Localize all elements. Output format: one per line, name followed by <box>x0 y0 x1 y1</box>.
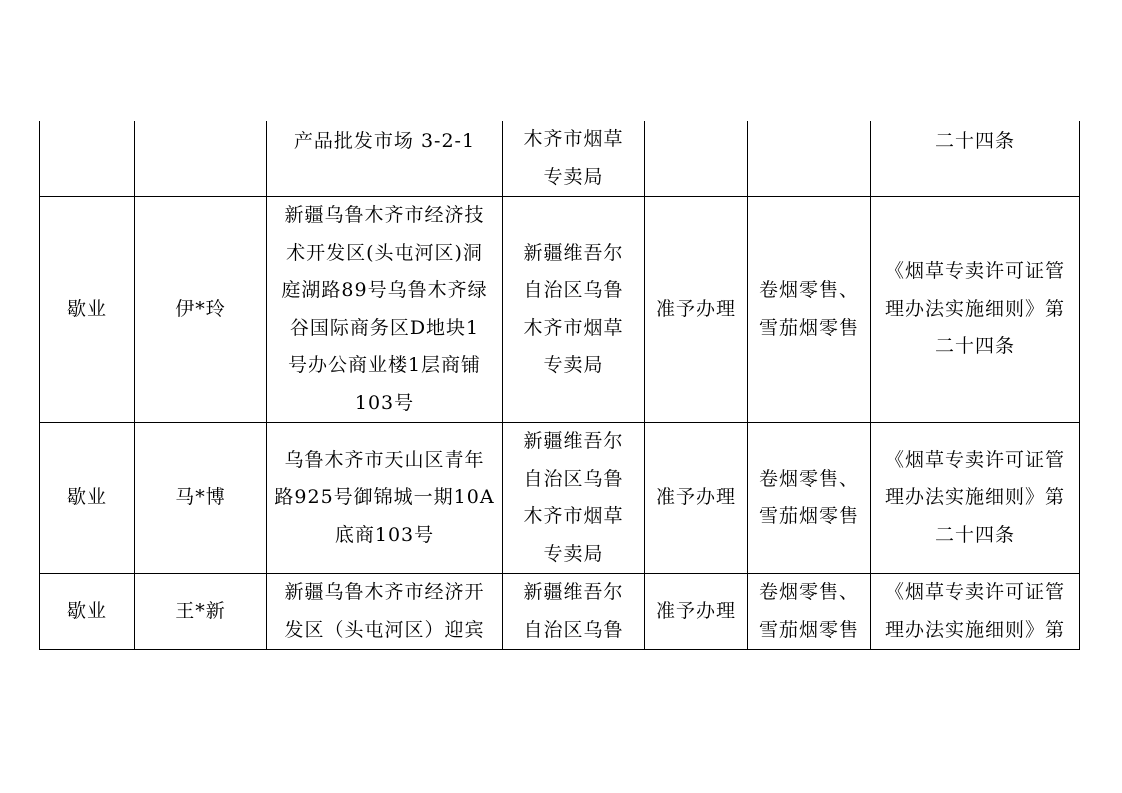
status-cell <box>40 121 135 197</box>
table-row <box>40 574 1080 650</box>
decision-cell: 准予办理 <box>645 423 748 574</box>
basis-cell: 《烟草专卖许可证管 理办法实施细则》第 二十四条 <box>871 423 1080 574</box>
license-table <box>39 121 1080 650</box>
authority-cell: 新疆维吾尔 自治区乌鲁 <box>503 574 645 650</box>
authority-cell: 新疆维吾尔 自治区乌鲁 木齐市烟草 专卖局 <box>503 197 645 423</box>
name-cell: 王*新 <box>135 574 267 650</box>
basis-cell: 《烟草专卖许可证管 理办法实施细则》第 <box>871 574 1080 650</box>
status-cell: 歇业 <box>40 574 135 650</box>
authority-cell: 木齐市烟草 专卖局 <box>503 121 645 197</box>
name-cell: 伊*玲 <box>135 197 267 423</box>
decision-cell <box>645 121 748 197</box>
scope-cell: 卷烟零售、 雪茄烟零售 <box>748 197 871 423</box>
address-cell: 产品批发市场 3-2-1 <box>267 121 503 197</box>
authority-cell: 新疆维吾尔 自治区乌鲁 木齐市烟草 专卖局 <box>503 423 645 574</box>
scope-cell: 卷烟零售、 雪茄烟零售 <box>748 423 871 574</box>
address-cell: 乌鲁木齐市天山区青年 路925号御锦城一期10A 底商103号 <box>267 423 503 574</box>
status-cell: 歇业 <box>40 423 135 574</box>
table-row <box>40 121 1080 197</box>
address-cell: 新疆乌鲁木齐市经济开 发区（头屯河区）迎宾 <box>267 574 503 650</box>
status-cell: 歇业 <box>40 197 135 423</box>
scope-cell <box>748 121 871 197</box>
name-cell: 马*博 <box>135 423 267 574</box>
decision-cell: 准予办理 <box>645 574 748 650</box>
table-row <box>40 197 1080 423</box>
decision-cell: 准予办理 <box>645 197 748 423</box>
scope-cell: 卷烟零售、 雪茄烟零售 <box>748 574 871 650</box>
basis-cell: 《烟草专卖许可证管 理办法实施细则》第 二十四条 <box>871 197 1080 423</box>
basis-cell: 二十四条 <box>871 121 1080 197</box>
address-cell: 新疆乌鲁木齐市经济技 术开发区(头屯河区)洞 庭湖路89号乌鲁木齐绿 谷国际商务区D地块1 号办公商业楼1层商铺 103号 <box>267 197 503 423</box>
name-cell <box>135 121 267 197</box>
table-row <box>40 423 1080 574</box>
